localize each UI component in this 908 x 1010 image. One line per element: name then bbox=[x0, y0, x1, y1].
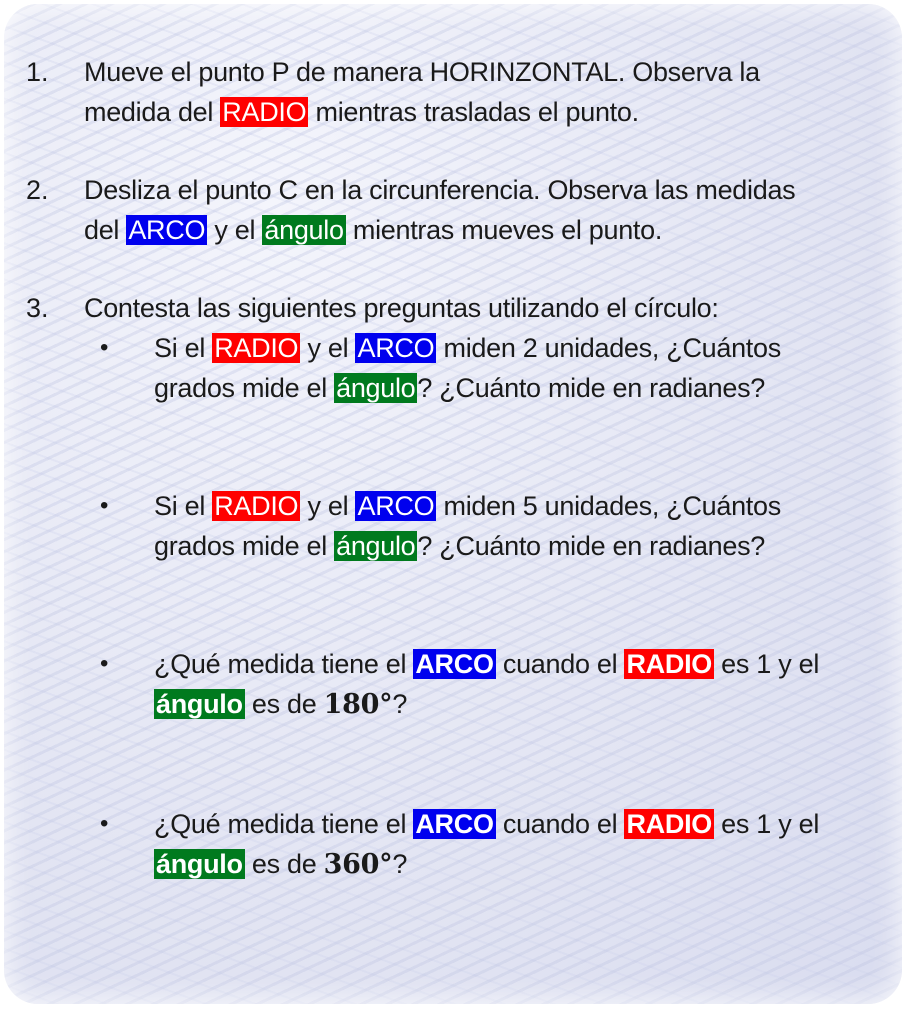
bullet-4-text: es de bbox=[244, 849, 324, 879]
angulo-highlight: ángulo bbox=[264, 215, 344, 245]
radio-highlight: RADIO bbox=[214, 491, 299, 521]
bullet-3-line-2 bbox=[154, 684, 407, 725]
bullet-2-text: grados mide el bbox=[154, 531, 335, 561]
arco-highlight: ARCO bbox=[415, 649, 494, 679]
bullet-1-text: y el bbox=[300, 333, 356, 363]
instructions-content bbox=[4, 4, 902, 1004]
arco-highlight: ARCO bbox=[128, 215, 206, 245]
bullet-3-line-1 bbox=[154, 644, 819, 684]
item-number-2: 2. bbox=[26, 175, 49, 205]
arco-highlight: ARCO bbox=[357, 491, 435, 521]
bullet-2-text: y el bbox=[300, 491, 356, 521]
item-2-text: Desliza el punto C en la circunferencia. Observa las medidas bbox=[84, 175, 796, 205]
angulo-highlight: ángulo bbox=[336, 373, 416, 403]
bullet-4-text: ? bbox=[392, 849, 408, 879]
bullet-2-text: Si el bbox=[154, 491, 213, 521]
radio-highlight: RADIO bbox=[222, 97, 307, 127]
item-1-line-1 bbox=[84, 52, 760, 92]
item-1-text: medida del bbox=[84, 97, 221, 127]
bullet-1-text: miden 2 unidades, ¿Cuántos bbox=[436, 333, 781, 363]
bullet-3-text: ? bbox=[392, 689, 408, 719]
bullet-2: • bbox=[100, 492, 109, 519]
angulo-highlight: ángulo bbox=[336, 531, 416, 561]
angulo-highlight: ángulo bbox=[156, 849, 243, 879]
item-number-3: 3. bbox=[26, 293, 49, 323]
item-2-line-1 bbox=[84, 170, 795, 210]
item-number-1: 1. bbox=[26, 57, 49, 87]
bullet-4-line-1 bbox=[154, 804, 819, 844]
bullet-3: • bbox=[100, 650, 109, 677]
item-2-text: del bbox=[84, 215, 127, 245]
bullet-4: • bbox=[100, 810, 109, 837]
radio-highlight: RADIO bbox=[214, 333, 299, 363]
bullet-3-text: cuando el bbox=[495, 649, 625, 679]
bullet-1-line-1 bbox=[154, 328, 781, 368]
bullet-3-text: es 1 y el bbox=[713, 649, 820, 679]
bullet-2-line-1 bbox=[154, 486, 781, 526]
item-1-text: Mueve el punto P de manera HORINZONTAL. Observa la bbox=[84, 57, 760, 87]
item-1-text: mientras trasladas el punto. bbox=[308, 97, 639, 127]
bullet-1-line-2 bbox=[154, 368, 765, 408]
item-3-text: Contesta las siguientes preguntas utilizando el círculo: bbox=[84, 293, 719, 323]
bullet-3-text: ¿Qué medida tiene el bbox=[154, 649, 414, 679]
bullet-4-line-2 bbox=[154, 844, 407, 885]
item-2-text: mientras mueves el punto. bbox=[345, 215, 663, 245]
bullet-2-line-2 bbox=[154, 526, 765, 566]
bullet-4-text: es 1 y el bbox=[713, 809, 820, 839]
item-2-text: y el bbox=[207, 215, 263, 245]
bullet-4-text: cuando el bbox=[495, 809, 625, 839]
bullet-2-text: ? ¿Cuánto mide en radianes? bbox=[417, 531, 766, 561]
arco-highlight: ARCO bbox=[357, 333, 435, 363]
radio-highlight: RADIO bbox=[626, 649, 712, 679]
item-2-line-2 bbox=[84, 210, 662, 250]
bullet-1-text: ? ¿Cuánto mide en radianes? bbox=[417, 373, 766, 403]
bullet-1-text: Si el bbox=[154, 333, 213, 363]
bullet-1-text: grados mide el bbox=[154, 373, 335, 403]
radio-highlight: RADIO bbox=[626, 809, 712, 839]
angle-value-360: 360° bbox=[323, 849, 393, 880]
item-1-line-2 bbox=[84, 92, 639, 132]
arco-highlight: ARCO bbox=[415, 809, 494, 839]
angle-value-180: 180° bbox=[323, 689, 393, 720]
bullet-3-text: es de bbox=[244, 689, 324, 719]
angulo-highlight: ángulo bbox=[156, 689, 243, 719]
item-3-line-1 bbox=[84, 288, 719, 328]
worksheet-card bbox=[4, 4, 902, 1004]
bullet-2-text: miden 5 unidades, ¿Cuántos bbox=[436, 491, 781, 521]
bullet-1: • bbox=[100, 334, 109, 361]
bullet-4-text: ¿Qué medida tiene el bbox=[154, 809, 414, 839]
